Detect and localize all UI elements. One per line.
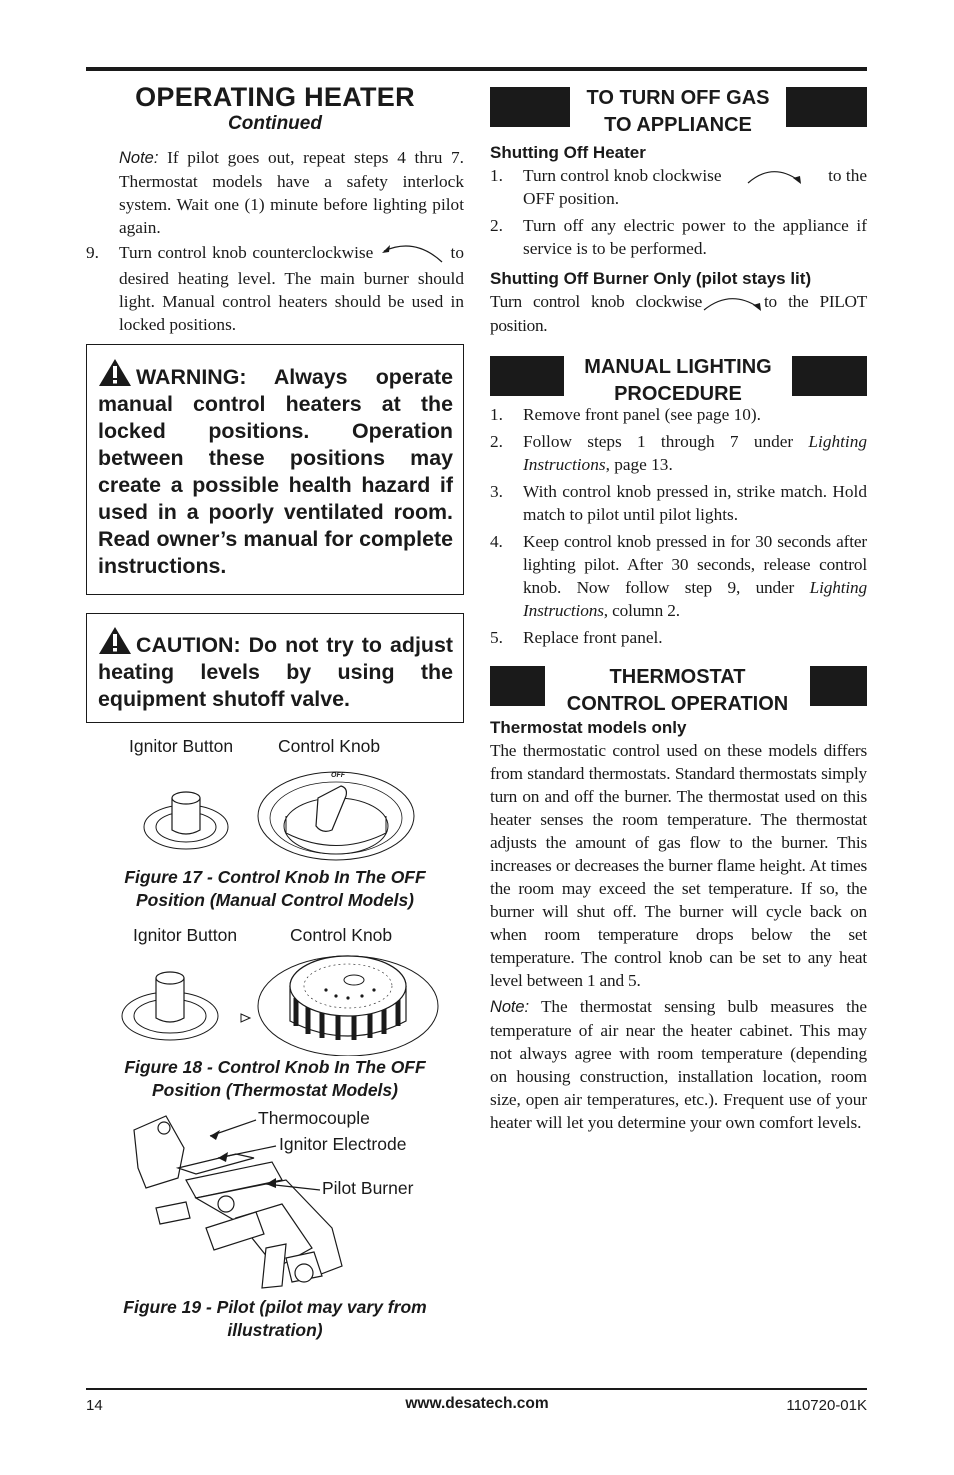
page-subtitle: Continued	[228, 113, 322, 134]
step-text: Replace front panel.	[523, 628, 663, 648]
step-text: Follow steps 1 through 7 under	[523, 432, 809, 452]
step-number: 2.	[490, 216, 503, 235]
section-title-line-1: MANUAL LIGHTING	[584, 356, 772, 379]
step-number: 9.	[86, 243, 99, 262]
figure-19	[86, 1108, 464, 1296]
list-item	[490, 530, 867, 622]
header-block-left	[490, 87, 570, 127]
section-header-manual-lighting	[490, 354, 867, 406]
section-title-line-2: TO APPLIANCE	[604, 114, 752, 136]
step-text: Turn off any electric power to the appliance if service is to be performed.	[523, 216, 867, 258]
section-title-line-1: THERMOSTAT	[609, 666, 746, 689]
bottom-rule	[86, 1388, 867, 1390]
step-text-italic: Lighting Instructions	[523, 432, 867, 475]
step-number: 1.	[490, 405, 503, 425]
note-label: Note:	[490, 998, 529, 1017]
pilot-burner-label: Pilot Burner	[322, 1178, 414, 1199]
section-title-line-2: PROCEDURE	[614, 383, 742, 406]
pilot-assembly-illustration	[86, 1108, 464, 1298]
text-a: Turn control knob clockwise	[490, 292, 703, 311]
figure-18	[86, 922, 464, 1057]
ignitor-button-label: Ignitor Button	[133, 925, 238, 946]
list-item	[490, 626, 867, 649]
figure-17	[86, 733, 464, 863]
right-column	[490, 80, 867, 1134]
subheading-thermostat-models: Thermostat models only	[490, 718, 687, 738]
header-block-left	[490, 356, 564, 396]
control-knob-thermostat-illustration	[86, 946, 464, 1056]
header-block-right	[786, 87, 867, 127]
warning-text: WARNING: Always operate manual control heaters at the locked positions. Operation between these positions may create a possible health hazard if used in a poorly ventilated room. Read owner’s manual for complete instructions.	[98, 365, 453, 579]
step-text: Turn control knob clockwise	[523, 166, 722, 185]
header-block-right	[810, 666, 867, 706]
pilot-note	[86, 146, 464, 239]
step-9-text-a: Turn control knob counterclockwise	[119, 243, 374, 262]
step-text-b: to the	[828, 166, 867, 185]
figure-18-caption: Figure 18 - Control Knob In The OFF Position (Thermostat Models)	[124, 1057, 426, 1101]
ignitor-button-label: Ignitor Button	[129, 736, 234, 757]
burner-only-text	[490, 290, 867, 337]
control-knob-label: Control Knob	[290, 925, 393, 946]
figure-17-caption: Figure 17 - Control Knob In The OFF Position (Manual Control Models)	[124, 867, 426, 911]
document-code: 110720-01K	[786, 1397, 867, 1414]
step-text: Keep control knob pressed in for 30 seconds after lighting pilot. After 30 seconds, release control knob. Now follow step 9, under	[523, 532, 867, 598]
control-knob-off-illustration	[86, 758, 464, 863]
figure-19-caption: Figure 19 - Pilot (pilot may vary from illustration)	[123, 1297, 427, 1341]
step-number: 3.	[490, 482, 503, 502]
control-knob-label: Control Knob	[278, 736, 381, 757]
note-label: Note:	[119, 149, 159, 167]
step-number: 4.	[490, 532, 503, 552]
left-column	[86, 80, 464, 1342]
step-number: 2.	[490, 432, 503, 452]
text-b: to the PILOT position.	[490, 292, 867, 336]
clockwise-arrow-icon	[746, 165, 804, 187]
list-item	[490, 480, 867, 526]
section-title	[545, 664, 810, 718]
header-block-right	[792, 356, 867, 396]
list-item	[490, 403, 867, 426]
shut-off-steps	[490, 164, 867, 260]
list-item	[490, 430, 867, 476]
warning-box	[86, 344, 464, 595]
caution-text: CAUTION: Do not try to adjust heating levels by using the equipment shutoff valve.	[98, 633, 453, 712]
page-title: OPERATING HEATER	[135, 82, 415, 112]
ignitor-electrode-label: Ignitor Electrode	[279, 1134, 407, 1155]
manual-lighting-steps	[490, 403, 867, 649]
clockwise-arrow-icon	[702, 292, 764, 314]
subheading-shutting-off-burner: Shutting Off Burner Only (pilot stays lit)	[490, 269, 812, 288]
section-title	[570, 85, 786, 139]
header-block-left	[490, 666, 545, 706]
step-number: 1.	[490, 166, 503, 185]
step-text-end: , column 2.	[603, 601, 680, 621]
thermocouple-label: Thermocouple	[258, 1108, 370, 1129]
list-item	[490, 214, 867, 260]
step-9-text-b: to desired heating level. The main burner should light. Manual control heaters should be used in locked positions.	[119, 243, 464, 335]
off-marking: OFF	[331, 772, 345, 780]
step-text-italic: Lighting Instructions	[523, 578, 867, 621]
section-header-turn-off-gas	[490, 85, 867, 136]
caution-box	[86, 613, 464, 723]
step-text: Remove front panel (see page 10).	[523, 405, 762, 425]
section-title-line-2: CONTROL OPERATION	[566, 693, 789, 716]
note-text: The thermostat sensing bulb measures the temperature of air near the heater cabinet. This may not always agree with room temperature (depending on housing construction, installation location, room size, open air temperatures, etc.). Frequent use of your heater will let you determine your own comfort levels.	[490, 997, 867, 1133]
warning-triangle-icon	[98, 358, 132, 387]
step-text-c: OFF position.	[523, 189, 620, 208]
step-text-end: , page 13.	[605, 455, 673, 475]
section-title	[564, 354, 792, 408]
subheading-shutting-off-heater: Shutting Off Heater	[490, 143, 646, 162]
thermostat-note	[490, 995, 867, 1134]
thermostat-paragraph: The thermostatic control used on these models differs from standard thermostats. Standard thermostats simply turn on and off the burner. The thermostat used on this heater senses the room temperature. The thermostat adjusts the amount of gas flow to the burner. This increases or decreases the burner flame height. At times the room may exceed the set temperature. If so, the burner will shut off. The burner will cycle back on when room temperature drops below the set temperature. The control knob can be set to any heat level between 1 and 5.	[490, 741, 867, 991]
page-number: 14	[86, 1397, 103, 1414]
section-title-line-1: TO TURN OFF GAS	[586, 87, 770, 109]
step-text: With control knob pressed in, strike match. Hold match to pilot until pilot lights.	[523, 482, 867, 525]
step-number: 5.	[490, 628, 503, 648]
section-header-thermostat	[490, 664, 867, 716]
caution-triangle-icon	[98, 626, 132, 655]
note-text: If pilot goes out, repeat steps 4 thru 7. Thermostat models have a safety interlock system. Wait one (1) minute before lighting pilot again.	[119, 148, 464, 237]
counterclockwise-arrow-icon	[379, 241, 445, 267]
top-rule	[86, 67, 867, 71]
list-item	[490, 164, 867, 210]
website-url: www.desatech.com	[405, 1395, 549, 1412]
step-9	[86, 241, 464, 336]
